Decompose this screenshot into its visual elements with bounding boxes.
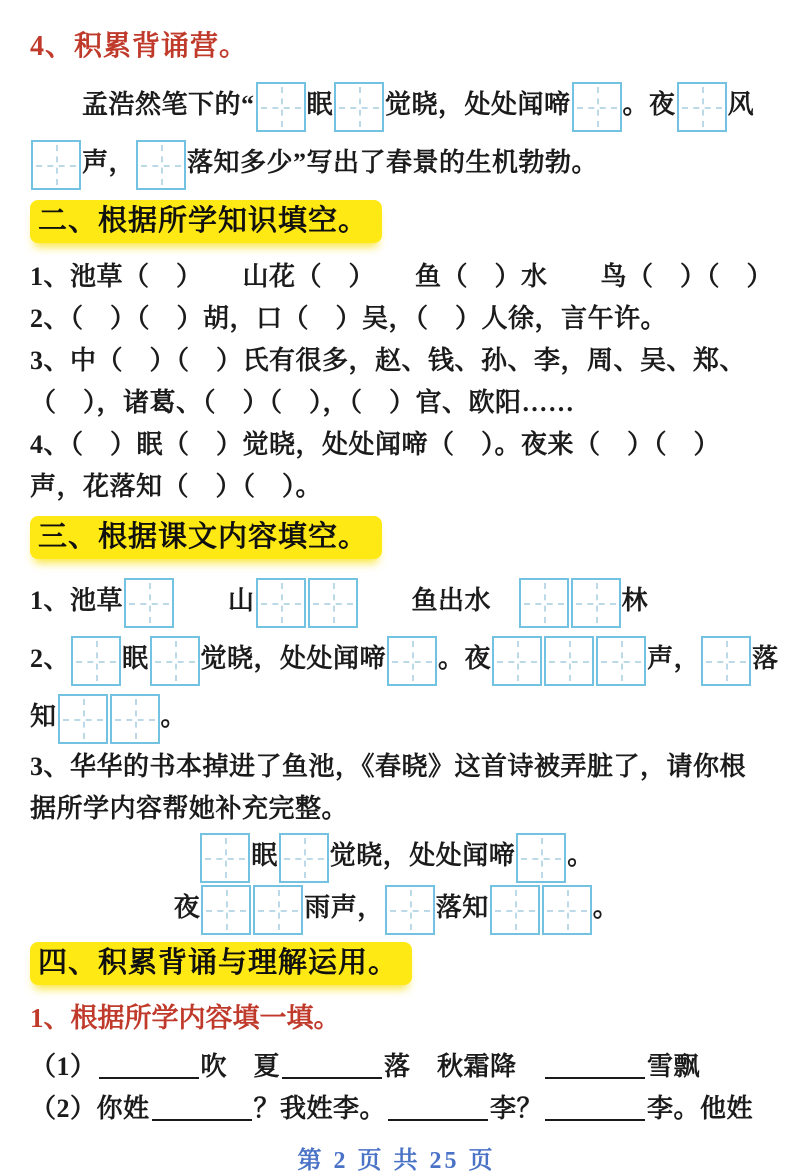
section-2-question-3-line-2 bbox=[30, 382, 763, 424]
text-run: 。 bbox=[567, 841, 594, 870]
char-grid-box[interactable] bbox=[201, 885, 251, 935]
text-run: 孟浩然笔下的“ bbox=[82, 90, 255, 119]
char-grid-box[interactable] bbox=[677, 82, 727, 132]
q4-sentence-line-2 bbox=[30, 134, 763, 192]
text-run: 山 bbox=[175, 586, 255, 615]
section-4-question-1 bbox=[30, 1046, 763, 1088]
section-2-question-4-line-1 bbox=[30, 424, 763, 466]
char-grid-box[interactable] bbox=[71, 636, 121, 686]
section-2-question-3-line-1 bbox=[30, 340, 763, 382]
char-grid-box[interactable] bbox=[31, 140, 81, 190]
char-grid-box[interactable] bbox=[492, 636, 542, 686]
text-run: 3、中（ ）（ ）氏有很多，赵、钱、孙、李，周、吴、郑、 bbox=[30, 346, 747, 375]
char-grid-box[interactable] bbox=[542, 885, 592, 935]
section-3-question-3-line-2 bbox=[30, 788, 763, 830]
text-run: 3、华华的书本掉进了鱼池，《春晓》这首诗被弄脏了，请你根 bbox=[30, 752, 747, 781]
text-run: ？我姓李。 bbox=[253, 1094, 387, 1123]
text-run: 据所学内容帮她补充完整。 bbox=[30, 794, 349, 823]
text-run: 吹 夏 bbox=[200, 1052, 281, 1081]
text-run: 雪飘 bbox=[647, 1052, 701, 1081]
text-run: 落知多少”写出了春景的生机勃勃。 bbox=[187, 148, 599, 177]
page-number: 第 2 页 共 25 页 bbox=[297, 1148, 496, 1174]
section-3-heading: 三、根据课文内容填空。 bbox=[30, 516, 382, 559]
section-2-question-4-line-2 bbox=[30, 466, 763, 508]
char-grid-box[interactable] bbox=[516, 833, 566, 883]
section-3-header-wrap bbox=[30, 516, 763, 562]
text-run: 觉晓，处处闻啼 bbox=[329, 841, 516, 870]
text-run: 2、（ ）（ ）胡，口（ ）吴，（ ）人徐，言午许。 bbox=[30, 304, 668, 333]
char-grid-box[interactable] bbox=[256, 578, 306, 628]
q4-sentence-line-1 bbox=[30, 76, 763, 134]
char-grid-box[interactable] bbox=[571, 578, 621, 628]
text-run: （ ），诸葛、（ ）（ ），（ ）官、欧阳…… bbox=[30, 388, 575, 417]
section-3-question-2-line-2 bbox=[30, 688, 763, 746]
text-run: 觉晓，处处闻啼 bbox=[200, 644, 387, 673]
char-grid-box[interactable] bbox=[385, 885, 435, 935]
char-grid-box[interactable] bbox=[334, 82, 384, 132]
section-3-question-1 bbox=[30, 572, 763, 630]
fill-blank-line[interactable] bbox=[152, 1115, 252, 1121]
fill-blank-line[interactable] bbox=[545, 1073, 645, 1079]
text-run: 鱼出水 bbox=[358, 586, 518, 615]
text-run: 。 bbox=[592, 893, 620, 922]
section-4-question-2 bbox=[30, 1088, 763, 1130]
text-run: 落 秋霜降 bbox=[384, 1052, 544, 1081]
text-run: 眠 bbox=[251, 841, 278, 870]
char-grid-box[interactable] bbox=[308, 578, 358, 628]
text-run: （1） bbox=[30, 1052, 97, 1081]
char-grid-box[interactable] bbox=[519, 578, 569, 628]
text-run: 觉晓，处处闻啼 bbox=[385, 90, 571, 119]
char-grid-box[interactable] bbox=[124, 578, 174, 628]
section-4-heading: 四、积累背诵与理解运用。 bbox=[30, 942, 412, 985]
text-run: （2）你姓 bbox=[30, 1094, 150, 1123]
text-run: 眠 bbox=[122, 644, 149, 673]
text-run: 。 bbox=[160, 702, 188, 731]
section-3-question-3-line-1 bbox=[30, 746, 763, 788]
section-3-question-2-line-1 bbox=[30, 630, 779, 688]
char-grid-box[interactable] bbox=[544, 636, 594, 686]
fill-blank-line[interactable] bbox=[282, 1073, 382, 1079]
char-grid-box[interactable] bbox=[58, 694, 108, 744]
section-2-question-1 bbox=[30, 256, 774, 298]
char-grid-box[interactable] bbox=[136, 140, 186, 190]
char-grid-box[interactable] bbox=[110, 694, 160, 744]
text-run: 知 bbox=[30, 702, 57, 731]
text-run: 1、池草 bbox=[30, 586, 124, 615]
text-run: 。夜 bbox=[622, 90, 676, 119]
char-grid-box[interactable] bbox=[279, 833, 329, 883]
text-run: 雨声， bbox=[304, 893, 384, 922]
section-4-sub-heading: 1、根据所学内容填一填。 bbox=[30, 1003, 341, 1033]
heading-q4-recitation: 4、积累背诵营。 bbox=[30, 31, 249, 62]
fill-blank-line[interactable] bbox=[388, 1115, 488, 1121]
text-run: 声， bbox=[647, 644, 701, 673]
char-grid-box[interactable] bbox=[701, 636, 751, 686]
text-run: 林 bbox=[621, 586, 649, 615]
text-run: 2、 bbox=[30, 644, 71, 673]
text-run: 李。他姓 bbox=[647, 1094, 754, 1123]
char-grid-box[interactable] bbox=[150, 636, 200, 686]
text-run: 夜 bbox=[173, 893, 201, 922]
text-run: 李？ bbox=[490, 1094, 544, 1123]
text-run: 4、（ ）眠（ ）觉晓，处处闻啼（ ）。夜来（ ）（ ） bbox=[30, 430, 721, 459]
text-run: 眠 bbox=[306, 90, 334, 119]
char-grid-box[interactable] bbox=[253, 885, 303, 935]
char-grid-box[interactable] bbox=[387, 636, 437, 686]
char-grid-box[interactable] bbox=[256, 82, 306, 132]
text-run: 落 bbox=[752, 644, 779, 673]
text-run: 落知 bbox=[435, 893, 489, 922]
char-grid-box[interactable] bbox=[572, 82, 622, 132]
text-run: 。夜 bbox=[438, 644, 492, 673]
text-run: 风 bbox=[727, 90, 755, 119]
poem-chunxiao-line-2 bbox=[30, 882, 763, 934]
text-run: 1、池草（ ） 山花（ ） 鱼（ ）水 鸟（ ）（ ） bbox=[30, 262, 774, 291]
poem-chunxiao-line-1 bbox=[30, 830, 763, 882]
fill-blank-line[interactable] bbox=[99, 1073, 199, 1079]
char-grid-box[interactable] bbox=[490, 885, 540, 935]
section-2-header-wrap bbox=[30, 200, 763, 246]
text-run: 声，花落知（ ）（ ）。 bbox=[30, 472, 323, 501]
section-2-heading: 二、根据所学知识填空。 bbox=[30, 200, 382, 243]
fill-blank-line[interactable] bbox=[545, 1115, 645, 1121]
section-4-header-wrap bbox=[30, 942, 763, 988]
section-2-question-2 bbox=[30, 298, 763, 340]
char-grid-box[interactable] bbox=[596, 636, 646, 686]
char-grid-box[interactable] bbox=[200, 833, 250, 883]
text-run: 声， bbox=[82, 148, 136, 177]
